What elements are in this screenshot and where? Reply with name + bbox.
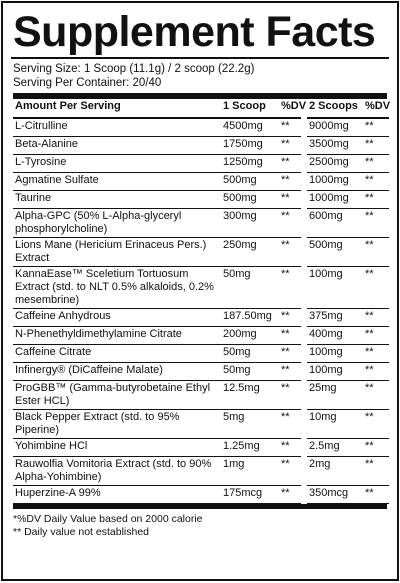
two-scoops-header: 2 Scoops (307, 99, 363, 118)
two-scoops-amount: 100mg (307, 363, 363, 381)
two-scoops-amount: 1000mg (307, 191, 363, 209)
ingredient-name: N-Phenethyldimethylamine Citrate (13, 327, 221, 345)
table-row (13, 381, 389, 410)
one-scoop-dv: ** (279, 118, 301, 137)
one-scoop-dv: ** (279, 191, 301, 209)
two-scoops-dv: ** (363, 155, 389, 173)
ingredient-name: Caffeine Anhydrous (13, 309, 221, 327)
table-row (13, 118, 389, 137)
footnote-daily-value: *%DV Daily Value based on 2000 calorie (13, 513, 203, 525)
dv-header-1: %DV (279, 99, 301, 118)
one-scoop-dv: ** (279, 381, 301, 410)
two-scoops-amount: 9000mg (307, 118, 363, 137)
one-scoop-amount: 1.25mg (221, 439, 279, 457)
two-scoops-dv: ** (363, 381, 389, 410)
one-scoop-amount: 50mg (221, 267, 279, 309)
one-scoop-dv: ** (279, 238, 301, 267)
two-scoops-amount: 100mg (307, 345, 363, 363)
two-scoops-dv: ** (363, 309, 389, 327)
two-scoops-amount: 600mg (307, 209, 363, 238)
ingredient-name: Lions Mane (Hericium Erinaceus Pers.) Extract (13, 238, 221, 267)
table-row (13, 309, 389, 327)
panel-title: Supplement Facts (11, 7, 389, 59)
one-scoop-dv: ** (279, 155, 301, 173)
one-scoop-amount: 300mg (221, 209, 279, 238)
servings-per-container: Serving Per Container: 20/40 (13, 77, 162, 89)
two-scoops-dv: ** (363, 173, 389, 191)
two-scoops-amount: 100mg (307, 267, 363, 309)
one-scoop-dv: ** (279, 486, 301, 504)
table-row (13, 439, 389, 457)
table-row (13, 345, 389, 363)
table-row (13, 155, 389, 173)
two-scoops-amount: 375mg (307, 309, 363, 327)
ingredient-name: ProGBB™ (Gamma-butyrobetaine Ethyl Ester HCL) (13, 381, 221, 410)
ingredient-name: KannaEase™ Sceletium Tortuosum Extract (std. to NLT 0.5% alkaloids, 0.2% mesembrine) (13, 267, 221, 309)
table-row (13, 238, 389, 267)
two-scoops-dv: ** (363, 137, 389, 155)
table-row (13, 191, 389, 209)
ingredient-name: Infinergy® (DiCaffeine Malate) (13, 363, 221, 381)
one-scoop-amount: 1mg (221, 457, 279, 486)
one-scoop-dv: ** (279, 345, 301, 363)
two-scoops-dv: ** (363, 486, 389, 504)
footnotes (13, 504, 387, 539)
one-scoop-dv: ** (279, 267, 301, 309)
ingredient-name: Black Pepper Extract (std. to 95% Piperine) (13, 410, 221, 439)
table-row (13, 486, 389, 504)
two-scoops-amount: 2500mg (307, 155, 363, 173)
one-scoop-dv: ** (279, 439, 301, 457)
two-scoops-dv: ** (363, 439, 389, 457)
one-scoop-dv: ** (279, 457, 301, 486)
one-scoop-amount: 50mg (221, 363, 279, 381)
two-scoops-amount: 400mg (307, 327, 363, 345)
one-scoop-amount: 250mg (221, 238, 279, 267)
two-scoops-dv: ** (363, 267, 389, 309)
table-row (13, 267, 389, 309)
two-scoops-amount: 3500mg (307, 137, 363, 155)
table-row (13, 209, 389, 238)
two-scoops-dv: ** (363, 327, 389, 345)
ingredient-name: L-Tyrosine (13, 155, 221, 173)
table-row (13, 410, 389, 439)
ingredient-name: Taurine (13, 191, 221, 209)
one-scoop-amount: 187.50mg (221, 309, 279, 327)
two-scoops-amount: 2.5mg (307, 439, 363, 457)
table-row (13, 327, 389, 345)
one-scoop-dv: ** (279, 173, 301, 191)
ingredient-name: Beta-Alanine (13, 137, 221, 155)
supplement-facts-panel (1, 1, 399, 581)
one-scoop-header: 1 Scoop (221, 99, 279, 118)
two-scoops-amount: 25mg (307, 381, 363, 410)
ingredient-name: L-Citrulline (13, 118, 221, 137)
one-scoop-amount: 1250mg (221, 155, 279, 173)
one-scoop-dv: ** (279, 327, 301, 345)
table-row (13, 363, 389, 381)
one-scoop-dv: ** (279, 137, 301, 155)
amount-per-serving-header: Amount Per Serving (13, 99, 221, 118)
dv-header-2: %DV (363, 99, 389, 118)
two-scoops-dv: ** (363, 209, 389, 238)
one-scoop-amount: 500mg (221, 191, 279, 209)
table-row (13, 137, 389, 155)
ingredient-name: Agmatine Sulfate (13, 173, 221, 191)
ingredient-name: Caffeine Citrate (13, 345, 221, 363)
table-header-row (13, 99, 389, 118)
one-scoop-amount: 50mg (221, 345, 279, 363)
one-scoop-amount: 500mg (221, 173, 279, 191)
two-scoops-amount: 2mg (307, 457, 363, 486)
two-scoops-dv: ** (363, 457, 389, 486)
two-scoops-amount: 350mcg (307, 486, 363, 504)
one-scoop-dv: ** (279, 309, 301, 327)
ingredient-name: Huperzine-A 99% (13, 486, 221, 504)
two-scoops-amount: 500mg (307, 238, 363, 267)
footnote-not-established: ** Daily value not established (13, 526, 149, 538)
one-scoop-amount: 5mg (221, 410, 279, 439)
one-scoop-amount: 4500mg (221, 118, 279, 137)
one-scoop-dv: ** (279, 363, 301, 381)
serving-size: Serving Size: 1 Scoop (11.1g) / 2 scoop (22.2g) (13, 63, 255, 75)
one-scoop-amount: 1750mg (221, 137, 279, 155)
one-scoop-amount: 200mg (221, 327, 279, 345)
two-scoops-dv: ** (363, 363, 389, 381)
two-scoops-dv: ** (363, 345, 389, 363)
serving-info (13, 59, 387, 90)
one-scoop-dv: ** (279, 410, 301, 439)
table-row (13, 173, 389, 191)
two-scoops-dv: ** (363, 118, 389, 137)
ingredient-name: Alpha-GPC (50% L-Alpha-glyceryl phosphorylcholine) (13, 209, 221, 238)
ingredient-name: Yohimbine HCl (13, 439, 221, 457)
facts-table (13, 99, 389, 504)
ingredient-name: Rauwolfia Vomitoria Extract (std. to 90% Alpha-Yohimbine) (13, 457, 221, 486)
one-scoop-amount: 12.5mg (221, 381, 279, 410)
one-scoop-amount: 175mcg (221, 486, 279, 504)
two-scoops-amount: 10mg (307, 410, 363, 439)
table-row (13, 457, 389, 486)
two-scoops-dv: ** (363, 238, 389, 267)
ingredient-rows (13, 118, 389, 504)
one-scoop-dv: ** (279, 209, 301, 238)
two-scoops-dv: ** (363, 410, 389, 439)
two-scoops-amount: 1000mg (307, 173, 363, 191)
two-scoops-dv: ** (363, 191, 389, 209)
